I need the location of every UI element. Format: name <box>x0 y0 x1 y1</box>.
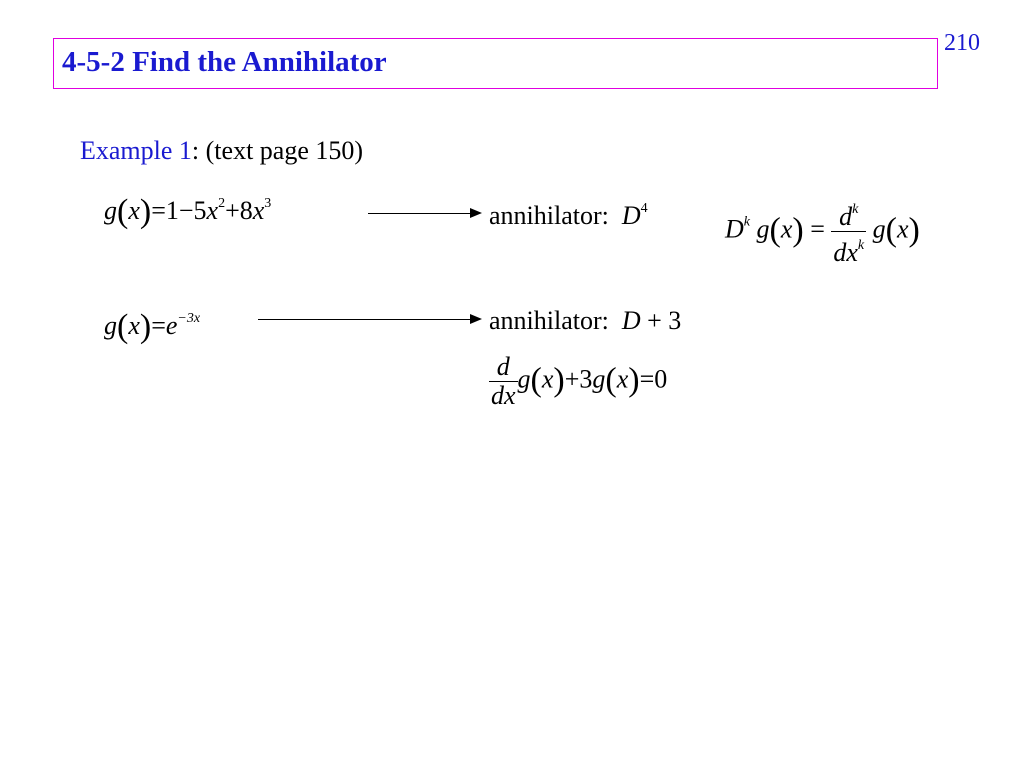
differential-equation: $\frac{d}{dx}$ g(x)+3g(x)=0 <box>491 352 668 410</box>
annihilator-label: annihilator: <box>489 201 609 230</box>
operator-d: D <box>725 214 744 244</box>
x-term: x <box>252 196 265 225</box>
operator-term: + 3 <box>640 306 682 335</box>
x-symbol: x <box>541 364 554 394</box>
page-number: 210 <box>944 30 980 56</box>
polynomial-terms: =1−5 <box>151 196 207 225</box>
x-symbol: x <box>128 311 140 340</box>
x-symbol: x <box>780 214 793 244</box>
g-symbol: g <box>517 364 531 394</box>
fraction-numerator: $d^k$ <box>831 196 866 232</box>
example-label: Example 1 <box>80 136 192 165</box>
operator-d: D <box>621 306 641 335</box>
x-term: x <box>206 196 219 225</box>
exponent: 2 <box>218 196 226 211</box>
slide-title: 4-5-2 Find the Annihilator <box>62 46 387 78</box>
equals-sign: = <box>151 311 166 340</box>
equals-sign: = <box>810 214 825 244</box>
operator-d: D <box>621 201 641 230</box>
polynomial-equation: $g(x)=1-5x^2+8x^3$ <box>104 193 272 230</box>
annihilator-1 <box>489 201 648 231</box>
fraction-numerator: d <box>489 353 518 382</box>
fraction-denominator: dx <box>491 381 516 410</box>
arrow-head-icon <box>470 314 482 324</box>
g-symbol: g <box>104 311 117 340</box>
x-symbol: x <box>896 214 909 244</box>
plus-term: +3 <box>564 364 593 394</box>
arrow-head-icon <box>470 208 482 218</box>
arrow-line <box>368 213 470 214</box>
g-symbol: g <box>592 364 606 394</box>
example-heading <box>80 136 363 166</box>
example-reference: : (text page 150) <box>191 136 364 165</box>
e-symbol: e <box>165 311 178 340</box>
exponent: −3x <box>177 311 201 326</box>
exponent-k: k <box>743 214 750 230</box>
fraction <box>489 353 518 410</box>
arrow-line <box>258 319 470 320</box>
plus-term: +8 <box>225 196 253 225</box>
annihilator-label: annihilator: <box>489 306 609 335</box>
operator-exponent: 4 <box>640 201 648 216</box>
fraction <box>831 196 866 267</box>
x-symbol: x <box>616 364 629 394</box>
x-symbol: x <box>128 196 140 225</box>
annihilator-2 <box>489 306 681 336</box>
g-symbol: g <box>104 196 117 225</box>
equals-zero: =0 <box>639 364 668 394</box>
g-symbol: g <box>756 214 770 244</box>
derivative-formula: $D^k$ g(x) = $\frac{d^k}{dx^k}$ g(x) <box>725 196 920 267</box>
exponential-equation: $g(x)=e^{-3x}$ <box>104 308 201 345</box>
fraction-denominator: $dx^k$ <box>833 238 865 267</box>
exponent: 3 <box>264 196 272 211</box>
g-symbol: g <box>872 214 886 244</box>
